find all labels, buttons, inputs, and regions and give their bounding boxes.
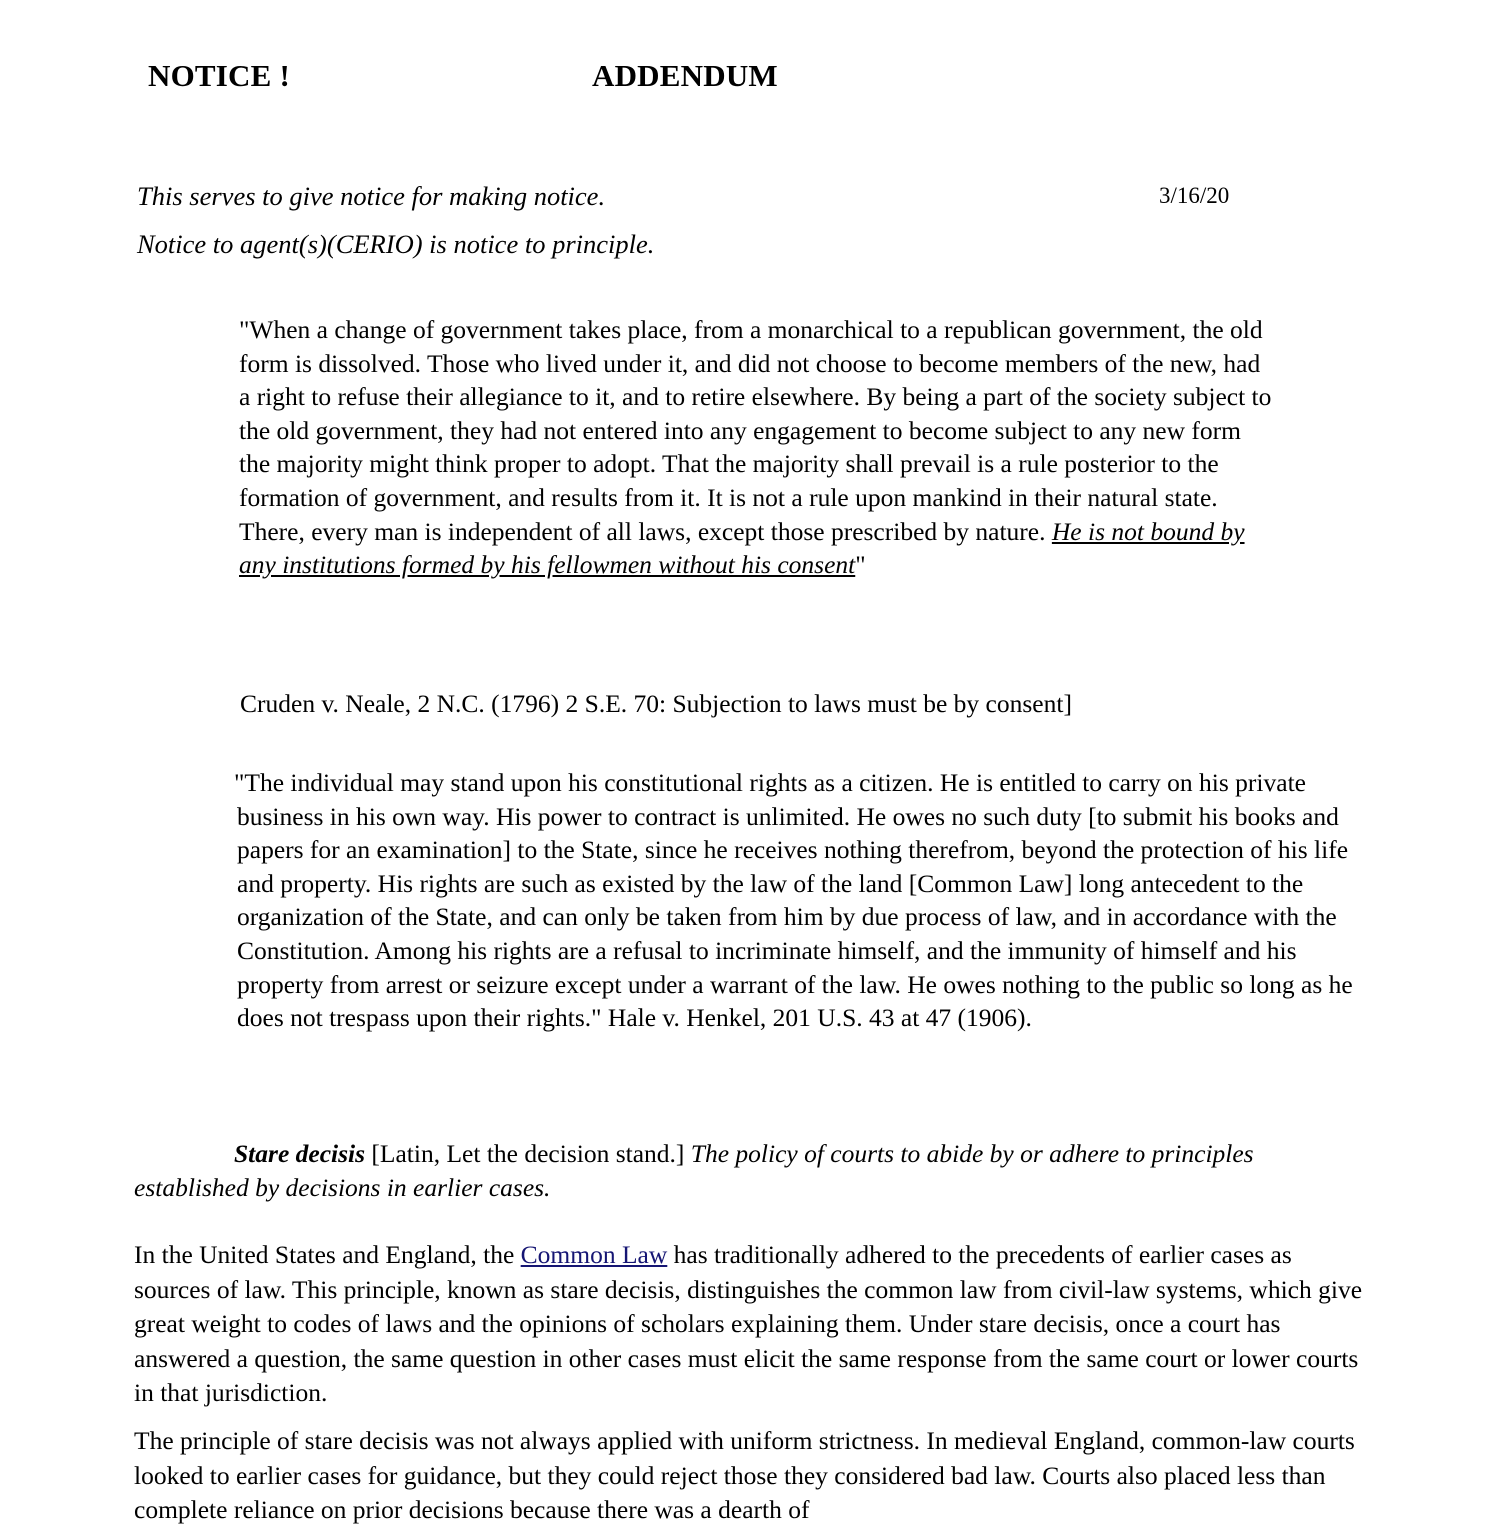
page-title-addendum: ADDENDUM [592, 58, 778, 93]
notice-date: 3/16/20 [1159, 183, 1230, 208]
stare-decisis-meaning: The policy of courts to abide by or adhere to principles established by decisions in earlier cases. [134, 1139, 1254, 1202]
page-title-notice: NOTICE ! [148, 58, 290, 93]
stare-decisis-bracket: [Latin, Let the decision stand.] [365, 1139, 691, 1168]
blockquote-cruden [239, 313, 1274, 582]
blockquote-cruden-body: "When a change of government takes place, from a monarchical to a republican government, the old form is dissolved. Those who lived under it, and did not choose to become members of the new, had a right to refuse their allegiance to it, and to retire elsewhere. By being a part of the society subject to the old government, they had not entered into any engagement to become subject to any new form the majority might think proper to adopt. That the majority shall prevail is a rule posterior to the formation of government, and results from it. It is not a rule upon mankind in their natural state. There, every man is independent of all laws, except those prescribed by nature. [239, 315, 1272, 546]
notice-block [137, 172, 1367, 268]
body-paragraph-1 [134, 1238, 1369, 1411]
notice-line-1 [137, 172, 1367, 220]
body-paragraph-2: The principle of stare decisis was not always applied with uniform strictness. In medieval England, common-law courts looked to earlier cases for guidance, but they could reject those they considered bad law. Courts also placed less than complete reliance on prior decisions because there was a dearth of [134, 1426, 1355, 1524]
citation-cruden-v-neale: Cruden v. Neale, 2 N.C. (1796) 2 S.E. 70: Subjection to laws must be by consent] [240, 689, 1072, 718]
document-header [0, 58, 1500, 106]
stare-decisis-term: Stare decisis [234, 1139, 366, 1168]
paragraph-1-after-link: has traditionally adhered to the precedents of earlier cases as sources of law. This principle, known as stare decisis, distinguishes the common law from civil-law systems, which give great weight to codes of laws and the opinions of scholars explaining them. Under stare decisis, once a court has answered a question, the same question in other cases must elicit the same response from the same court or lower courts in that jurisdiction. [134, 1240, 1363, 1407]
blockquote-cruden-emphasis: He is not bound by any institutions formed by his fellowmen without his consent [239, 516, 1245, 580]
blockquote-hale-v-henkel: "The individual may stand upon his constitutional rights as a citizen. He is entitled to carry on his private business in his own way. His power to contract is unlimited. He owes no such duty [to submit his books and papers for an examination] to the State, since he receives nothing therefrom, beyond the protection of his life and property. His rights are such as existed by the law of the land [Common Law] long antecedent to the organization of the State, and can only be taken from him by due process of law, and in accordance with the Constitution. Among his rights are a refusal to incriminate himself, and the immunity of himself and his property from arrest or seizure except under a warrant of the law. He owes nothing to the public so long as he does not trespass upon their rights." Hale v. Henkel, 201 U.S. 43 at 47 (1906). [234, 768, 1353, 1033]
notice-line-1-text: This serves to give notice for making notice. [137, 181, 606, 211]
paragraph-1-before-link: In the United States and England, the [134, 1240, 521, 1269]
stare-decisis-definition [134, 1137, 1364, 1204]
common-law-link[interactable]: Common Law [520, 1240, 668, 1269]
blockquote-cruden-closing-quote: " [855, 550, 866, 580]
notice-line-2: Notice to agent(s)(CERIO) is notice to principle. [137, 229, 655, 259]
